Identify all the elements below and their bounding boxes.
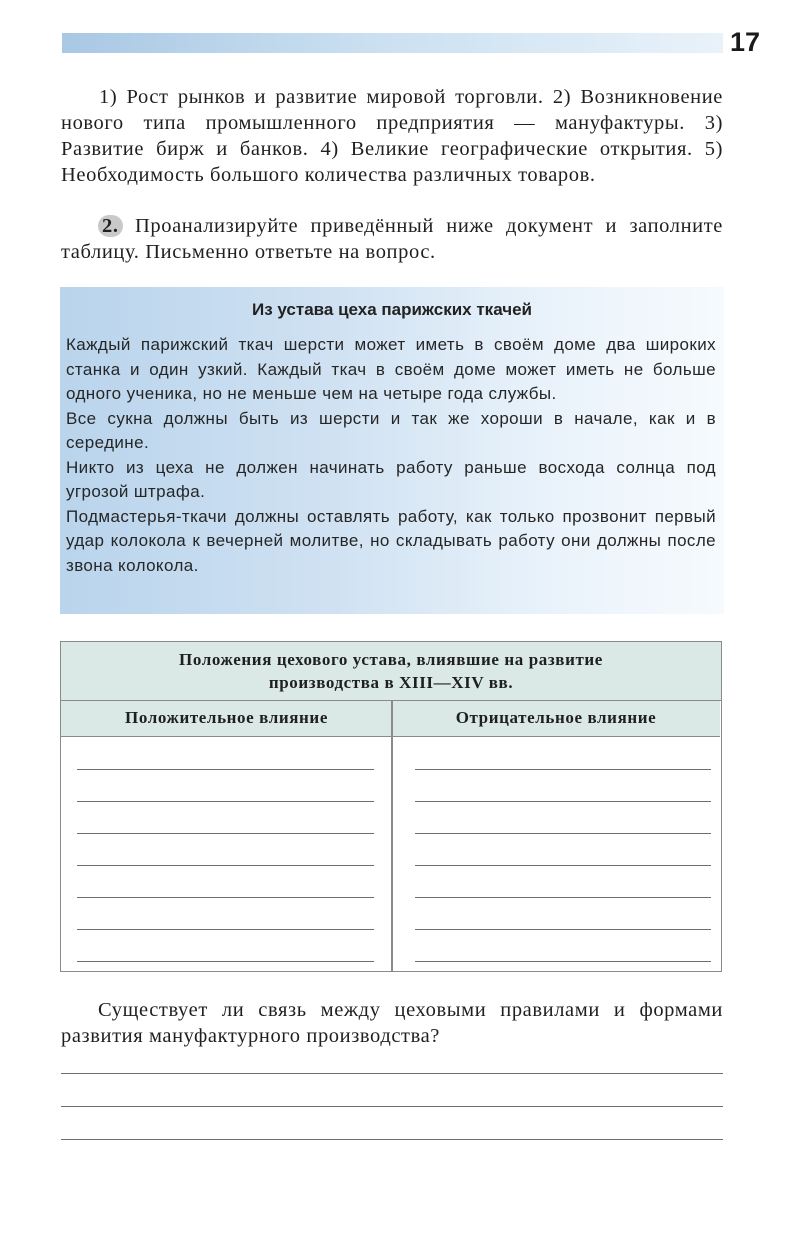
task-instruction [61, 213, 723, 265]
page-header-bar [62, 33, 723, 53]
positive-answer-line[interactable] [77, 897, 374, 898]
table-title-line: производства в XIII—XIV вв. [268, 673, 514, 692]
document-text [66, 333, 716, 578]
question-answer-line[interactable] [61, 1139, 723, 1140]
question-answer-line[interactable] [61, 1106, 723, 1107]
positive-answer-line[interactable] [77, 961, 374, 962]
table-title-line: Положения цехового устава, влиявшие на развитие [179, 650, 603, 669]
positive-answer-line[interactable] [77, 833, 374, 834]
column-header-negative: Отрицательное влияние [392, 701, 720, 737]
table-title [61, 648, 721, 694]
negative-answer-line[interactable] [415, 929, 711, 930]
task-number-badge: 2. [98, 215, 123, 237]
question-answer-line[interactable] [61, 1073, 723, 1074]
previous-answer-paragraph: 1) Рост рынков и развитие мировой торговли. 2) Возникновение нового типа промышленного предприятия — мануфактуры. 3) Развитие бирж и банков. 4) Великие географические открытия. 5) Необходимость большого количества различных товаров. [61, 86, 723, 186]
negative-answer-line[interactable] [415, 865, 711, 866]
negative-answer-line[interactable] [415, 769, 711, 770]
document-excerpt-box [60, 287, 724, 614]
task-instruction-text: Проанализируйте приведённый ниже документ и заполните таблицу. Письменно ответьте на вопрос. [61, 215, 723, 263]
table-title-cell [61, 642, 721, 701]
positive-answer-line[interactable] [77, 801, 374, 802]
negative-answer-line[interactable] [415, 833, 711, 834]
document-paragraph: Каждый парижский ткач шерсти может иметь в своём доме два широких станка и один узкий. Каждый ткач в своём доме может иметь не больше одного ученика, но не меньше чем на четыре года службы. [66, 335, 716, 403]
document-paragraph: Никто из цеха не должен начинать работу раньше восхода солнца под угрозой штрафа. [66, 457, 716, 501]
positive-answer-line[interactable] [77, 865, 374, 866]
influence-table [60, 641, 722, 972]
document-paragraph: Подмастерья-ткачи должны оставлять работу, как только прозвонит первый удар колокола к вечерней молитве, но складывать работу они должны после звона колокола. [66, 506, 716, 575]
document-title: Из устава цеха парижских ткачей [252, 300, 532, 319]
document-paragraph: Все сукна должны быть из шерсти и так же хороши в начале, как и в середине. [66, 408, 716, 452]
positive-answer-line[interactable] [77, 929, 374, 930]
question-text: Существует ли связь между цеховыми правилами и формами развития мануфактурного производства? [61, 999, 723, 1047]
negative-answer-line[interactable] [415, 961, 711, 962]
negative-answer-line[interactable] [415, 801, 711, 802]
positive-answer-line[interactable] [77, 769, 374, 770]
negative-answer-line[interactable] [415, 897, 711, 898]
column-header-positive: Положительное влияние [61, 701, 392, 737]
page-number: 17 [730, 27, 761, 57]
column-divider [391, 701, 393, 971]
